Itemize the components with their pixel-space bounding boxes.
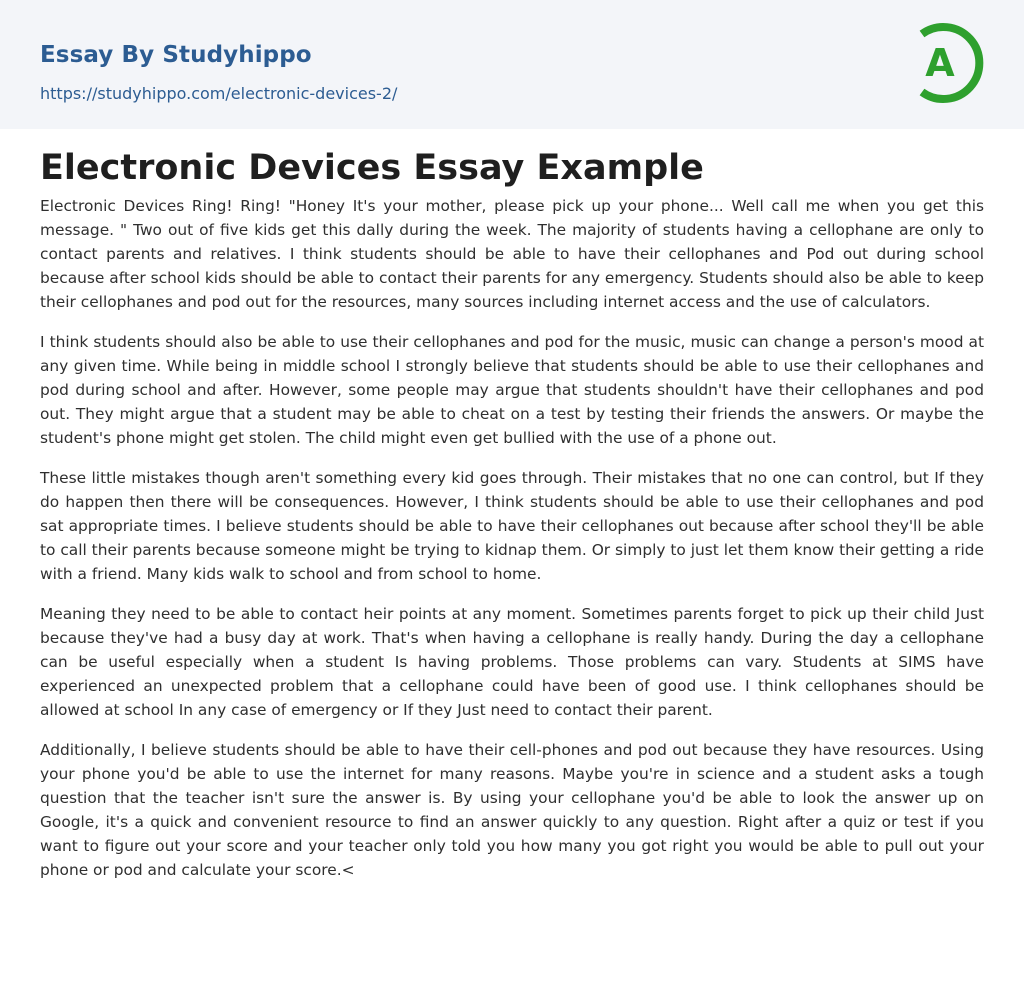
page-title: Electronic Devices Essay Example <box>40 148 704 188</box>
essay-body <box>40 194 984 898</box>
logo-letter: A <box>925 41 955 85</box>
studyhippo-logo-icon[interactable] <box>912 20 986 106</box>
paragraph: Electronic Devices Ring! Ring! "Honey It's your mother, please pick up your phone... Well call me when you get this message. " Two out of five kids get this dally during the week. The majority of students having a cellophane are only to contact parents and relatives. I think students should be able to have their cellophanes and Pod out during school because after school kids should be able to contact their parents for any emergency. Students should also be able to keep their cellophanes and pod out for the resources, many sources including internet access and the use of calculators. <box>40 197 984 311</box>
source-url-link[interactable]: https://studyhippo.com/electronic-devices-2/ <box>40 84 398 103</box>
paragraph: Additionally, I believe students should be able to have their cell-phones and pod out because they have resources. Using your phone you'd be able to use the internet for many reasons. Maybe you're in science and a student asks a tough question that the teacher isn't sure the answer is. By using your cellophane you'd be able to look the answer up on Google, it's a quick and convenient resource to find an answer quickly to any question. Right after a quiz or test if you want to figure out your score and your teacher only told you how many you got right you would be able to pull out your phone or pod and calculate your score.< <box>40 741 984 879</box>
paragraph: Meaning they need to be able to contact heir points at any moment. Sometimes parents forget to pick up their child Just because they've had a busy day at work. That's when having a cellophane is really handy. During the day a cellophane can be useful especially when a student Is having problems. Those problems can vary. Students at SIMS have experienced an unexpected problem that a cellophane could have been of good use. I think cellophanes should be allowed at school In any case of emergency or If they Just need to contact their parent. <box>40 605 984 719</box>
paragraph: These little mistakes though aren't something every kid goes through. Their mistakes that no one can control, but If they do happen then there will be consequences. However, I think students should be able to use their cellophanes and pod sat appropriate times. I believe students should be able to have their cellophanes out because after school they'll be able to call their parents because someone might be trying to kidnap them. Or simply to just let them know their getting a ride with a friend. Many kids walk to school and from school to home. <box>40 469 984 583</box>
paragraph: I think students should also be able to use their cellophanes and pod for the music, music can change a person's mood at any given time. While being in middle school I strongly believe that students should be able to use their cellophanes and pod during school and after. However, some people may argue that students shouldn't have their cellophanes and pod out. They might argue that a student may be able to cheat on a test by testing their friends the answers. Or maybe the student's phone might get stolen. The child might even get bullied with the use of a phone out. <box>40 333 984 447</box>
site-title[interactable]: Essay By Studyhippo <box>40 42 312 68</box>
